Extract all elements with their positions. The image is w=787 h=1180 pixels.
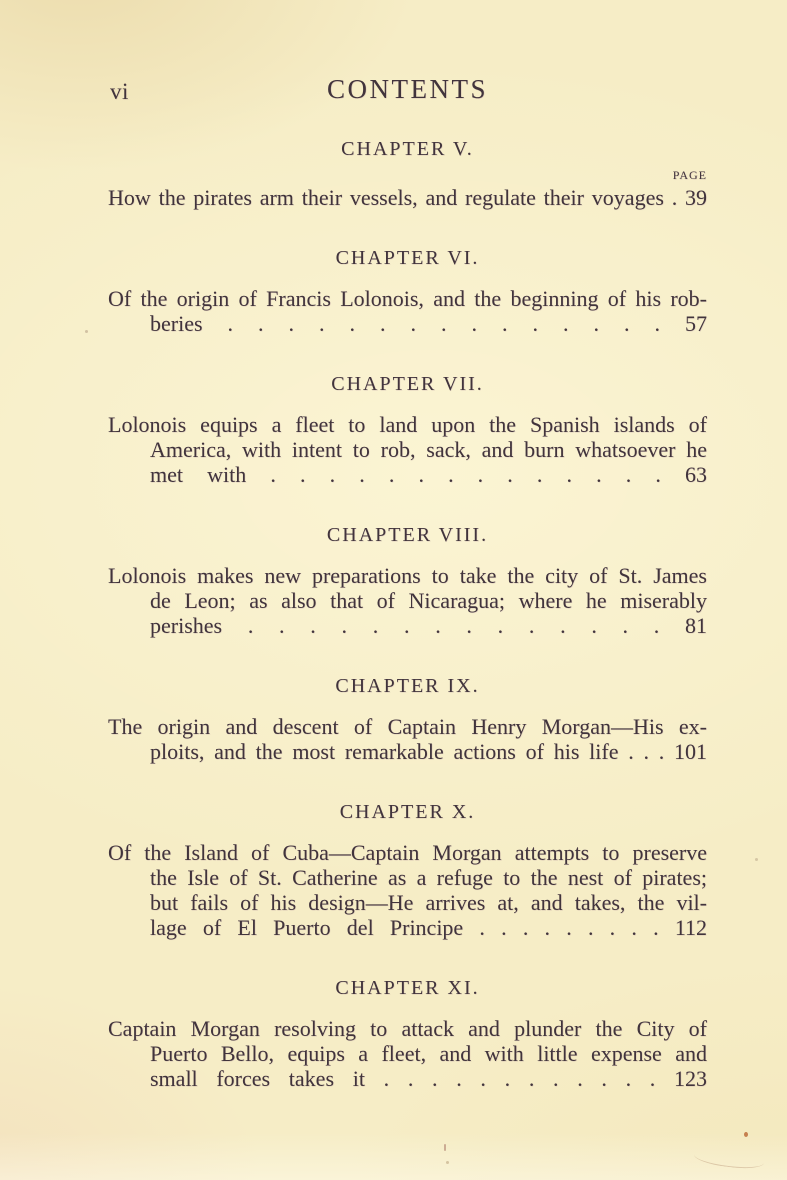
toc-section (108, 976, 707, 1091)
paper-speck (85, 330, 88, 333)
toc-line: Captain Morgan resolving to attack and plunder the City of (108, 1016, 707, 1041)
leader-dots: . . . . . . . . . . . . . . (247, 613, 660, 638)
toc-line: the Isle of St. Catherine as a refuge to the nest of pirates; (150, 865, 707, 890)
toc-section (108, 137, 707, 210)
entry-tail-text: met with (150, 462, 247, 487)
toc-entry (108, 185, 707, 210)
leader-dots: . . . . . . . . . . . . . . . (227, 311, 661, 336)
toc-section (108, 800, 707, 940)
leader-dots: . . . . . . . . . . . . (383, 1066, 656, 1091)
toc-line: Of the origin of Francis Lolonois, and the beginning of his rob- (108, 286, 707, 311)
chapter-heading: CHAPTER V. (341, 138, 474, 160)
chapter-heading: CHAPTER VI. (335, 247, 480, 269)
entry-page-number: 123 (674, 1066, 708, 1091)
entry-tail-text: How the pirates arm their vessels, and regulate their voyages (108, 185, 664, 210)
toc-entry (108, 563, 707, 638)
entry-tail-text: lage of El Puerto del Principe (150, 915, 464, 940)
toc-line: but fails of his design—He arrives at, and takes, the vil- (150, 890, 707, 915)
toc-entry (108, 1016, 707, 1091)
toc-section (108, 246, 707, 336)
toc-entry-tail-line (108, 739, 707, 764)
toc-entry (108, 412, 707, 487)
toc-section (108, 523, 707, 638)
paper-speck (446, 1161, 449, 1164)
toc-entry (108, 286, 707, 336)
entry-page-number: 81 (685, 613, 708, 638)
page-title: CONTENTS (327, 74, 488, 104)
leader-dots: . . . . . . . . . (479, 915, 659, 940)
toc-line: America, with intent to rob, sack, and burn whatsoever he (150, 437, 707, 462)
toc-entry-tail-line (108, 915, 707, 940)
toc-line: Lolonois makes new preparations to take the city of St. James (108, 563, 707, 588)
entry-page-number: 112 (674, 915, 708, 940)
toc-section (108, 674, 707, 764)
chapter-heading: CHAPTER VII. (331, 373, 484, 395)
entry-tail-text: beries (150, 311, 203, 336)
folio-number: vi (110, 79, 129, 104)
entry-page-number: 39 (685, 185, 708, 210)
toc-line: Lolonois equips a fleet to land upon the Spanish islands of (108, 412, 707, 437)
entry-tail-text: ploits, and the most remarkable actions of his life (150, 739, 619, 764)
leader-dots: . (671, 185, 678, 210)
chapter-heading: CHAPTER VIII. (326, 524, 489, 546)
chapter-heading: CHAPTER IX. (335, 675, 480, 697)
entry-tail-text: perishes (150, 613, 223, 638)
toc-entry (108, 714, 707, 764)
paper-wrinkle (693, 1146, 765, 1171)
toc-section (108, 372, 707, 487)
page-content (108, 0, 707, 1091)
entry-page-number: 57 (685, 311, 708, 336)
toc-entry-tail-line (108, 185, 707, 210)
chapter-heading: CHAPTER XI. (335, 977, 480, 999)
page-header (108, 72, 707, 106)
leader-dots: . . . (628, 739, 665, 764)
toc-entry-tail-line (108, 462, 707, 487)
page-column-label: PAGE (672, 168, 707, 182)
toc-entry-tail-line (108, 311, 707, 336)
toc-sections (108, 137, 707, 1091)
entry-tail-text: small forces takes it (150, 1066, 365, 1091)
paper-speck (444, 1144, 446, 1151)
toc-entry-tail-line (108, 613, 707, 638)
toc-entry (108, 840, 707, 940)
paper-speck (744, 1132, 748, 1137)
chapter-heading: CHAPTER X. (339, 801, 476, 823)
leader-dots: . . . . . . . . . . . . . . (270, 462, 661, 487)
toc-line: Of the Island of Cuba—Captain Morgan attempts to preserve (108, 840, 707, 865)
toc-entry-tail-line (108, 1066, 707, 1091)
entry-page-number: 101 (674, 739, 708, 764)
toc-line: The origin and descent of Captain Henry Morgan—His ex- (108, 714, 707, 739)
paper-speck (755, 858, 758, 861)
entry-page-number: 63 (685, 462, 708, 487)
toc-line: Puerto Bello, equips a fleet, and with little expense and (150, 1041, 707, 1066)
toc-line: de Leon; as also that of Nicaragua; where he miserably (150, 588, 707, 613)
